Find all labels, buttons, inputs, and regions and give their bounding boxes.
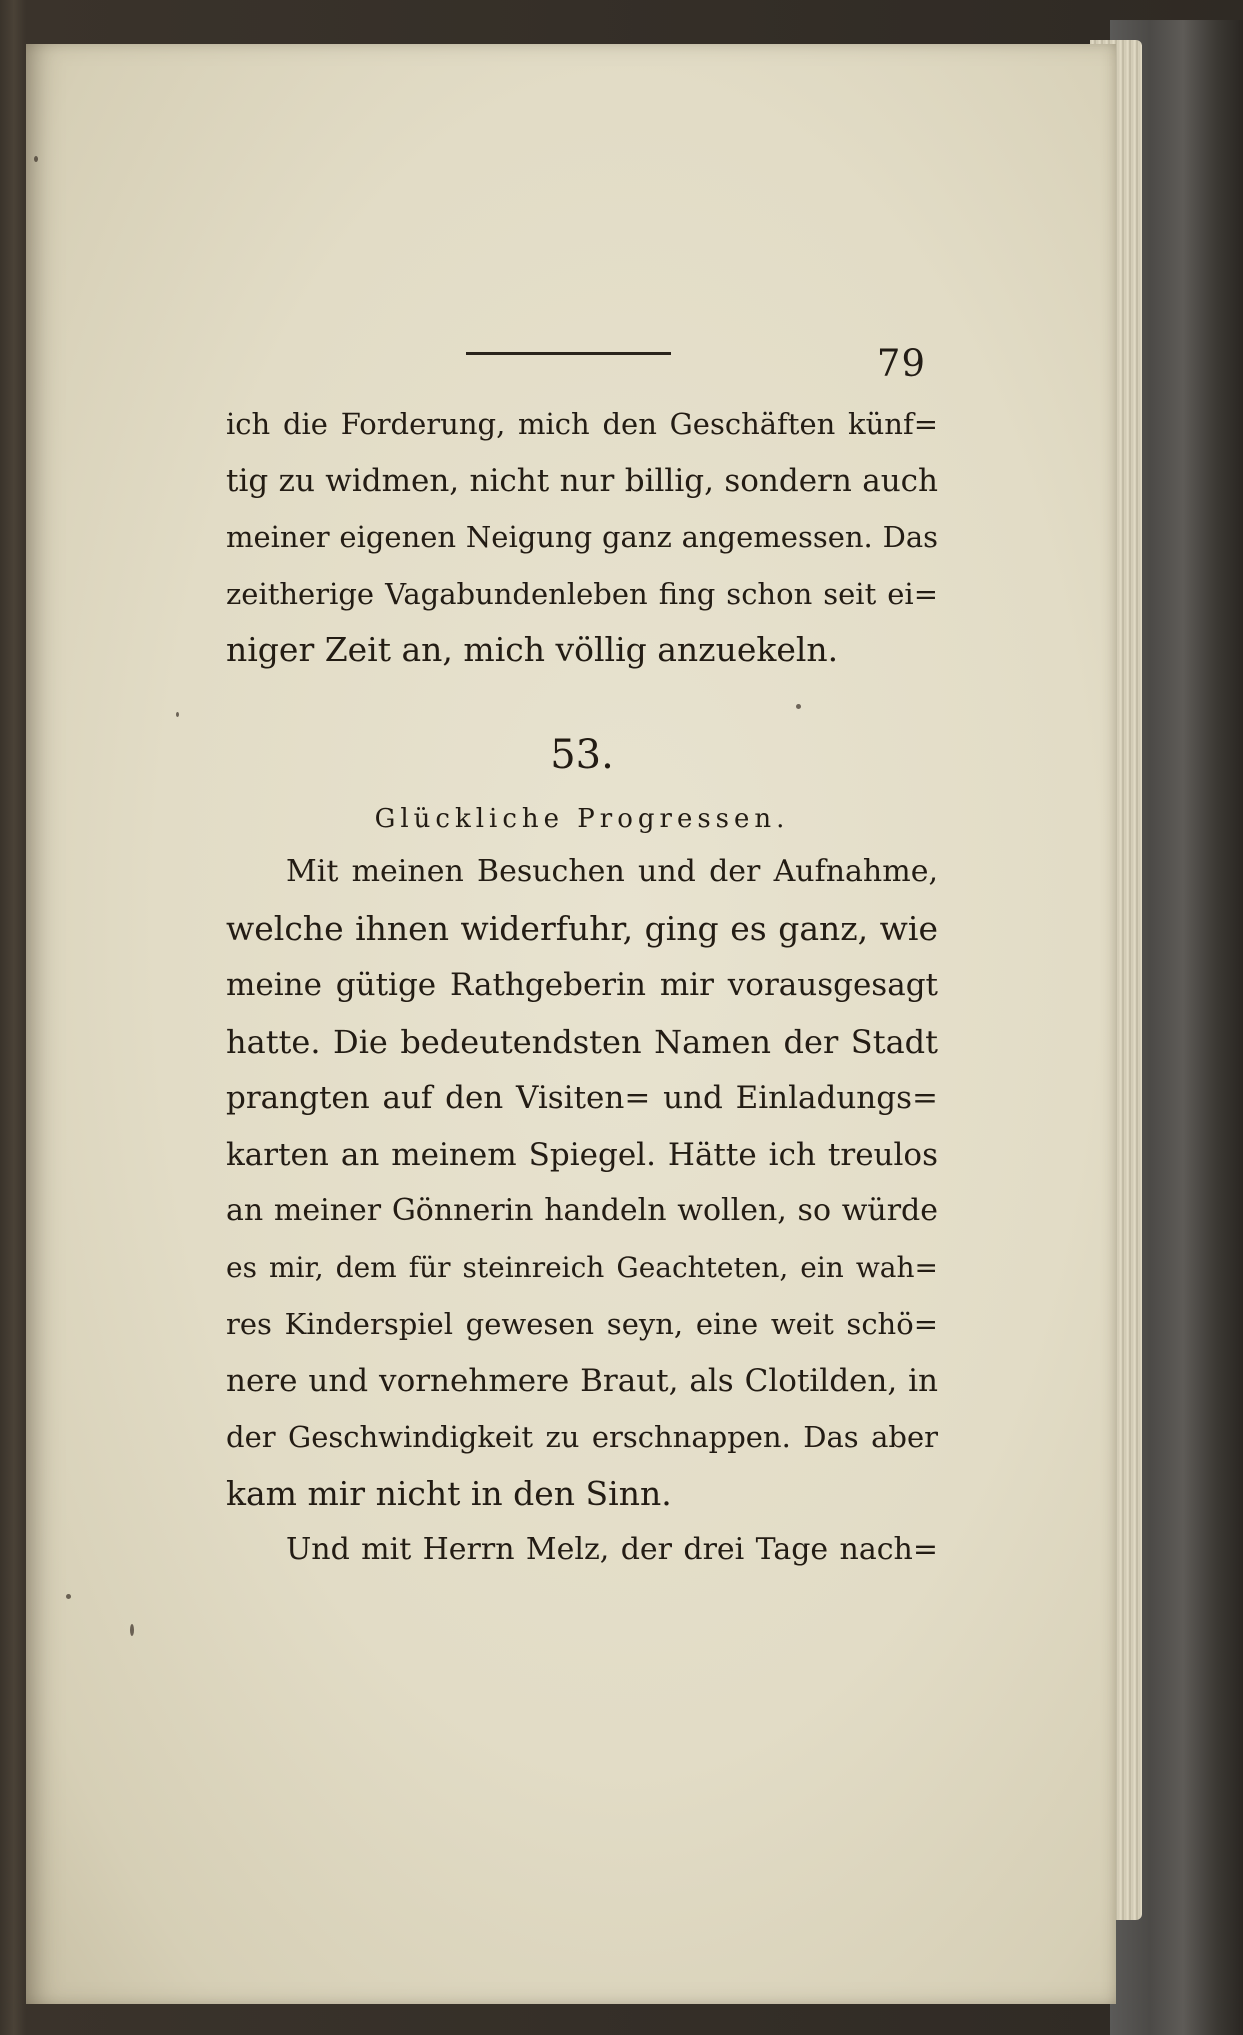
paper-speck — [796, 704, 801, 709]
text-line: welche ihnen widerfuhr, ging es ganz, wie — [226, 908, 938, 948]
text-line: ich die Forderung, mich den Geschäften künf= — [226, 407, 938, 441]
text-line: Und mit Herrn Melz, der drei Tage nach= — [286, 1532, 938, 1567]
text-line: zeitherige Vagabundenleben fing schon seit ei= — [226, 576, 938, 611]
section-title: Glückliche Progressen. — [374, 804, 790, 834]
text-line: prangten auf den Visiten= und Einladungs= — [226, 1080, 938, 1116]
paper-speck — [176, 712, 179, 717]
text-line: der Geschwindigkeit zu erschnappen. Das aber — [226, 1420, 938, 1454]
text-line: nere und vornehmere Braut, als Clotilden, in — [226, 1362, 938, 1399]
text-line: es mir, dem für steinreich Geachteten, ein wah= — [226, 1250, 938, 1284]
paragraph-main — [226, 844, 938, 1522]
text-line: meiner eigenen Neigung ganz angemessen. Das — [226, 520, 938, 554]
text-line: Mit meinen Besuchen und der Aufnahme, — [286, 854, 938, 889]
text-line: an meiner Gönnerin handeln wollen, so würde — [226, 1193, 938, 1228]
section-number: 53. — [550, 732, 614, 778]
text-line: niger Zeit an, mich völlig anzuekeln. — [226, 630, 839, 669]
text-line: kam mir nicht in den Sinn. — [226, 1473, 672, 1513]
paper-speck — [130, 1624, 134, 1636]
header-rule — [466, 352, 671, 355]
running-header — [466, 344, 966, 404]
text-line: res Kinderspiel gewesen seyn, eine weit schö= — [226, 1307, 938, 1341]
paper-speck — [34, 156, 38, 162]
paper-speck — [66, 1594, 71, 1599]
text-line: hatte. Die bedeutendsten Namen der Stadt — [226, 1022, 938, 1061]
text-line: meine gütige Rathgeberin mir vorausgesagt — [226, 967, 938, 1003]
text-line: tig zu widmen, nicht nur billig, sondern auch — [226, 462, 938, 499]
paragraph-next — [226, 1522, 938, 1579]
text-line: karten an meinem Spiegel. Hätte ich treulos — [226, 1136, 938, 1173]
page-number: 79 — [876, 342, 926, 385]
paragraph-top — [226, 396, 938, 679]
book-page — [26, 44, 1116, 2004]
